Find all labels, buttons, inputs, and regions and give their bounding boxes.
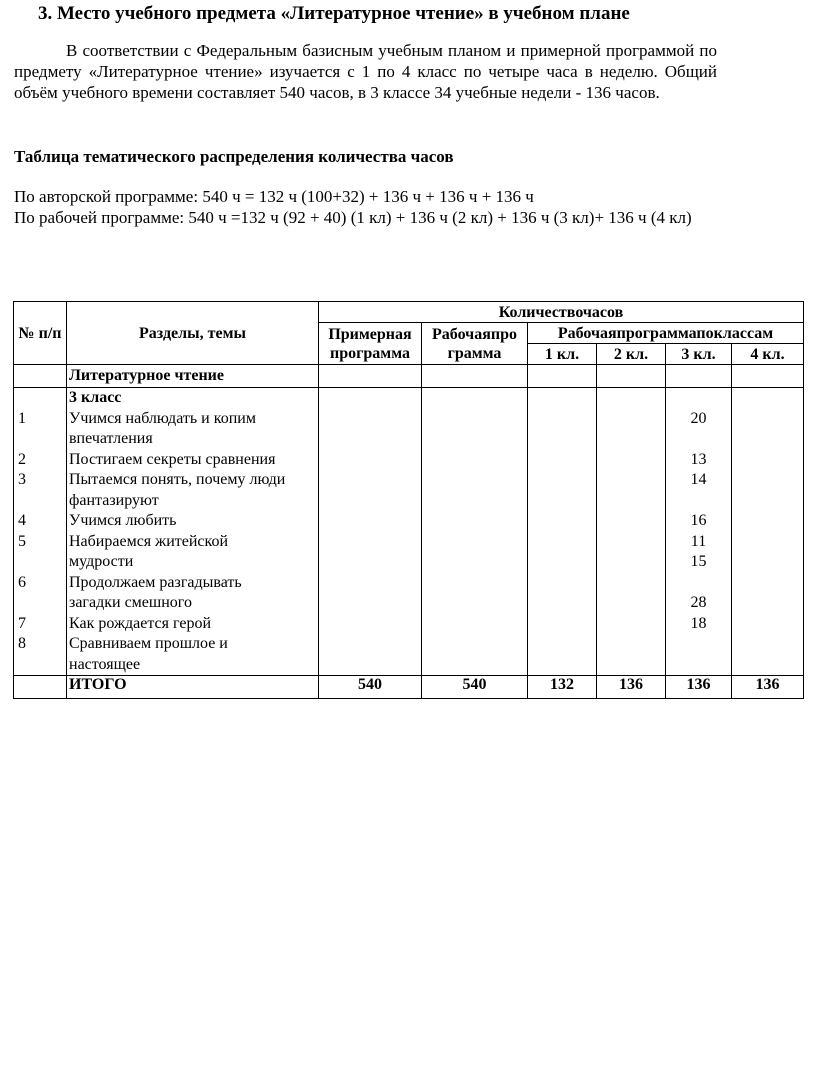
subject-row <box>14 365 804 388</box>
topic-number <box>16 593 64 614</box>
topic-hours: 11 <box>690 532 707 550</box>
topic-number: 3 <box>18 471 26 488</box>
topic-number: 6 <box>18 573 26 591</box>
section-title: 3. Место учебного предмета «Литературное чтение» в учебном плане <box>38 3 630 24</box>
topic-number <box>16 655 64 676</box>
header-class-4: 4 кл. <box>732 344 804 365</box>
total-class-1: 132 <box>528 676 597 699</box>
header-num: № п/п <box>14 302 67 365</box>
topic-hours <box>668 429 729 450</box>
header-sections: Разделы, темы <box>67 302 319 365</box>
header-row-1 <box>14 302 804 323</box>
topic-hours <box>668 573 729 594</box>
topic-name: Пытаемся понять, почему люди <box>69 471 286 488</box>
header-sample-program: Примерная программа <box>319 323 422 365</box>
subject-cell-c3 <box>666 365 732 388</box>
total-label: ИТОГО <box>67 676 319 699</box>
total-num-cell <box>14 676 67 699</box>
header-class-1: 1 кл. <box>528 344 597 365</box>
total-work: 540 <box>422 676 528 699</box>
topic-name: настоящее <box>69 655 141 673</box>
topic-name: Постигаем секреты сравнения <box>69 450 276 468</box>
topic-name: Набираемся житейской <box>69 532 229 550</box>
topic-number <box>16 388 64 409</box>
topic-hours: 20 <box>690 409 707 427</box>
header-work-program: Рабочаяпро грамма <box>422 323 528 365</box>
topic-name: Учимся любить <box>69 512 177 529</box>
topic-number: 1 <box>18 409 26 427</box>
topic-hours: 14 <box>690 471 707 488</box>
total-class-3: 136 <box>666 676 732 699</box>
topics-cell-work <box>422 388 528 676</box>
topic-hours: 28 <box>690 594 707 611</box>
subject-cell-c1 <box>528 365 597 388</box>
topic-number: 5 <box>18 532 26 550</box>
topic-hours-class-3 <box>666 388 732 676</box>
topic-hours <box>668 388 729 409</box>
topics-cell-sample <box>319 388 422 676</box>
topic-name: Как рождается герой <box>69 614 211 632</box>
header-class-3: 3 кл. <box>666 344 732 365</box>
topic-hours <box>668 634 729 655</box>
topic-name: Сравниваем прошлое и <box>69 635 228 652</box>
topic-name: загадки смешного <box>69 594 192 611</box>
topic-name: Учимся наблюдать и копим <box>69 409 256 427</box>
topic-hours: 15 <box>690 553 707 570</box>
subject-name: Литературное чтение <box>67 365 319 388</box>
topic-hours: 18 <box>690 614 707 632</box>
topic-number <box>16 552 64 573</box>
hours-distribution-table <box>13 301 804 699</box>
topic-hours: 16 <box>690 512 707 529</box>
topic-number: 7 <box>18 614 26 632</box>
total-class-4: 136 <box>732 676 804 699</box>
author-program-line: По авторской программе: 540 ч = 132 ч (100+32) + 136 ч + 136 ч + 136 ч <box>14 187 534 206</box>
topic-names <box>67 388 319 676</box>
topic-name: впечатления <box>69 430 153 447</box>
topics-cell-c4 <box>732 388 804 676</box>
header-class-2: 2 кл. <box>597 344 666 365</box>
topic-name: фантазируют <box>69 491 159 509</box>
topic-number <box>16 491 64 512</box>
topic-name: мудрости <box>69 553 134 570</box>
class-label: 3 класс <box>69 389 122 406</box>
topic-name: Продолжаем разгадывать <box>69 573 242 591</box>
subject-num-cell <box>14 365 67 388</box>
topic-hours: 13 <box>690 450 707 468</box>
topic-number: 8 <box>18 635 26 652</box>
topic-number: 4 <box>18 512 26 529</box>
subject-cell-sample <box>319 365 422 388</box>
topic-hours <box>668 655 729 676</box>
subject-cell-c4 <box>732 365 804 388</box>
topic-numbers <box>14 388 67 676</box>
topics-row <box>14 388 804 676</box>
table-heading: Таблица тематического распределения количества часов <box>14 147 454 166</box>
total-class-2: 136 <box>597 676 666 699</box>
total-row <box>14 676 804 699</box>
topic-number: 2 <box>18 450 26 468</box>
work-program-line: По рабочей программе: 540 ч =132 ч (92 + 40) (1 кл) + 136 ч (2 кл) + 136 ч (3 кл)+ 136 ч (4 кл) <box>14 208 692 227</box>
total-sample: 540 <box>319 676 422 699</box>
topic-hours <box>668 491 729 512</box>
subject-cell-work <box>422 365 528 388</box>
header-hours: Количествочасов <box>319 302 804 323</box>
intro-paragraph: В соответствии с Федеральным базисным учебным планом и примерной программой по предмету «Литературное чтение» изучается с 1 по 4 класс по четыре часа в неделю. Общий объём учебного времени составляет 540 часов, в 3 классе 34 учебные недели - 136 часов. <box>14 41 717 102</box>
subject-cell-c2 <box>597 365 666 388</box>
topics-cell-c1 <box>528 388 597 676</box>
topics-cell-c2 <box>597 388 666 676</box>
topic-number <box>16 429 64 450</box>
header-by-class: Рабочаяпрограммапоклассам <box>528 323 804 344</box>
